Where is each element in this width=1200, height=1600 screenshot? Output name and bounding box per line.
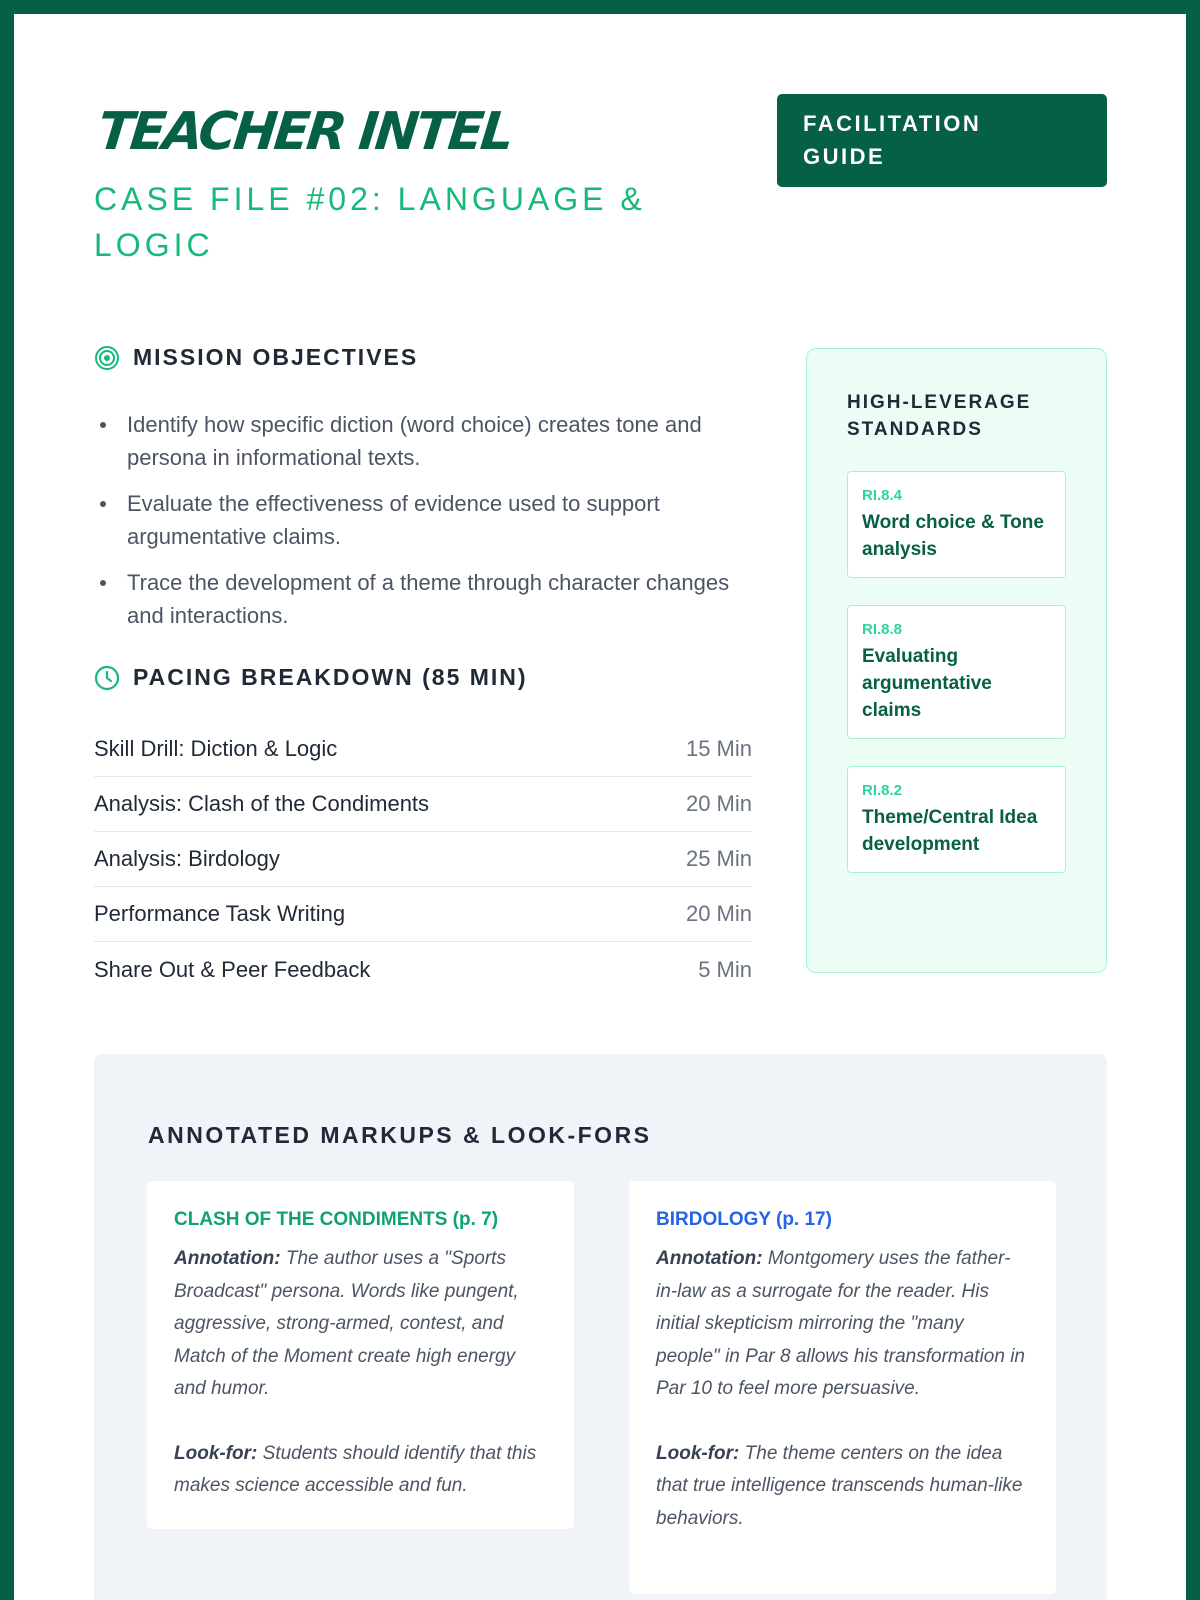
standard-code: RI.8.2 [862, 782, 903, 799]
standards-panel [806, 348, 1107, 973]
markup-card-birdology [629, 1181, 1056, 1594]
annotation-text: Montgomery uses the father-in-law as a surrogate for the reader. His initial skepticism mirroring the "many people" in Par 8 allows his transformation in Par 10 to feel more persuasive. [656, 1248, 1025, 1399]
pace-duration: 15 Min [685, 736, 752, 761]
pacing-table [94, 722, 752, 997]
pace-duration: 20 Min [685, 791, 752, 816]
standards-title-line-2: STANDARDS [847, 419, 983, 440]
standard-code: RI.8.4 [862, 487, 903, 504]
lookfor-text: The theme centers on the idea that true intelligence transcends human-like behaviors. [656, 1442, 1023, 1529]
annotation-label: Annotation: [656, 1248, 763, 1269]
pace-duration: 5 Min [698, 956, 752, 982]
lookfor-text: Students should identify that this makes science accessible and fun. [174, 1442, 537, 1496]
pace-activity: Share Out & Peer Feedback [94, 956, 371, 982]
pace-activity: Analysis: Clash of the Condiments [94, 791, 430, 816]
list-item: Evaluate the effectiveness of evidence used to support argumentative claims. [94, 487, 754, 553]
standards-title [847, 389, 1066, 443]
lookfor-label: Look-for: [656, 1442, 740, 1464]
badge-line-1: FACILITATION [803, 111, 982, 136]
clock-icon [94, 665, 120, 691]
markup-card-title: CLASH OF THE CONDIMENTS (p. 7) [174, 1209, 499, 1230]
target-icon [94, 345, 120, 371]
annotation-label: Annotation: [174, 1248, 281, 1269]
pace-duration: 25 Min [685, 846, 752, 871]
objectives-list [94, 408, 754, 645]
pacing-heading [94, 664, 528, 691]
table-row [94, 722, 752, 777]
brand-title: TEACHER INTEL [94, 102, 515, 162]
standard-description: Word choice & Tone analysis [862, 512, 1044, 560]
standard-description: Theme/Central Idea development [862, 807, 1038, 855]
pace-activity: Skill Drill: Diction & Logic [94, 736, 338, 761]
standard-card [847, 766, 1066, 873]
markup-card-body [656, 1243, 1029, 1535]
standard-description: Evaluating argumentative claims [862, 646, 992, 721]
markups-title: ANNOTATED MARKUPS & LOOK-FORS [148, 1122, 652, 1148]
badge-line-2: GUIDE [803, 144, 886, 169]
mission-objectives-heading [94, 344, 418, 371]
facilitation-guide-badge [777, 94, 1107, 187]
list-item: Identify how specific diction (word choice) creates tone and persona in informational texts. [94, 408, 754, 474]
pace-activity: Performance Task Writing [94, 901, 346, 926]
markup-card-condiments [147, 1181, 574, 1529]
pacing-title: PACING BREAKDOWN (85 MIN) [133, 664, 528, 690]
standards-title-line-1: HIGH-LEVERAGE [847, 392, 1032, 413]
list-item: Trace the development of a theme through character changes and interactions. [94, 566, 754, 632]
markup-card-body [174, 1243, 547, 1503]
standard-card [847, 605, 1066, 739]
pace-duration: 20 Min [685, 901, 752, 926]
annotated-markups-panel [94, 1054, 1107, 1600]
standard-code: RI.8.8 [862, 621, 903, 638]
mission-objectives-title: MISSION OBJECTIVES [133, 344, 419, 370]
table-row [94, 777, 752, 832]
standard-card [847, 471, 1066, 578]
table-row [94, 942, 752, 997]
pace-activity: Analysis: Birdology [94, 846, 280, 871]
case-file-title: CASE FILE #02: LANGUAGE & LOGIC [94, 181, 646, 263]
table-row [94, 832, 752, 887]
annotation-text: The author uses a "Sports Broadcast" persona. Words like pungent, aggressive, strong-armed, contest, and Match of the Moment create high energy and humor. [174, 1248, 519, 1399]
markup-card-title: BIRDOLOGY (p. 17) [656, 1209, 832, 1230]
facilitation-guide-page [14, 14, 1186, 1600]
table-row [94, 887, 752, 942]
lookfor-label: Look-for: [174, 1442, 258, 1464]
